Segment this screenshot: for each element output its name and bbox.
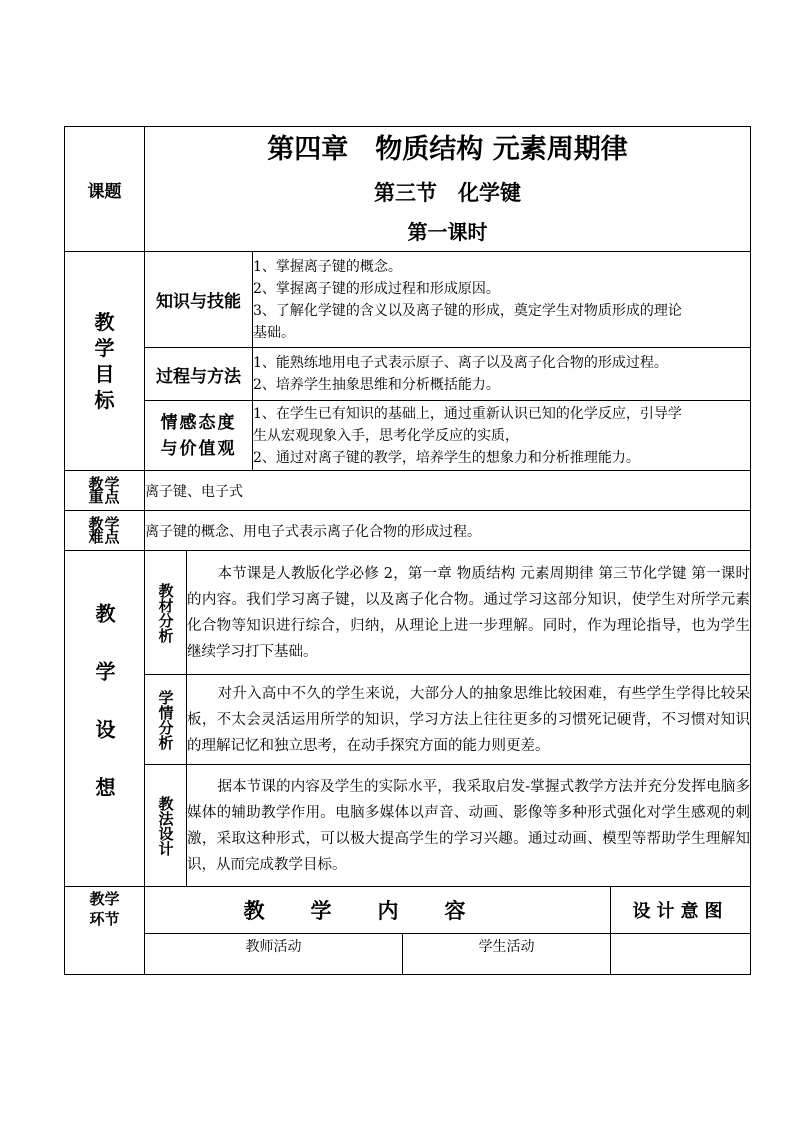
objective-knowledge-row [65,252,751,348]
attitude-label [145,401,253,471]
knowledge-content [253,252,751,348]
activity-row [65,934,751,975]
key-points-label-line: 重点 [88,487,121,506]
teacher-activity-label: 教师活动 [145,934,403,975]
chapter-title: 第四章 物质结构 元素周期律 [145,127,751,174]
knowledge-label: 知识与技能 [145,252,253,348]
student-activity-label: 学生活动 [403,934,611,975]
material-label-cell [145,551,187,675]
method-label-cell [145,765,187,887]
attitude-line: 生从宏观现象入手，思考化学反应的实质， [253,427,519,444]
lesson-title: 第一课时 [145,213,751,252]
students-label: 学情分析 [156,689,175,750]
process-line: 2、培养学生抽象思维和分析概括能力。 [253,377,500,393]
knowledge-line: 1、掌握离子键的概念。 [253,258,402,275]
design-idea-label: 教学设想 [92,602,116,835]
topic-label: 课题 [65,127,145,252]
attitude-label-line: 情感态度 [160,412,237,433]
lesson-plan-sheet [64,126,750,975]
stage-label-line: 环节 [89,910,120,928]
design-intent-cell [611,934,751,975]
difficult-points-label-line: 教学 [88,514,121,533]
method-text: 据本节课的内容及学生的实际水平，我采取启发-掌握式教学方法并充分发挥电脑多媒体的辅助教学作用。电脑多媒体以声音、动画、影像等多种形式强化对学生感观的刺激，采取这种形式，可以极大提高学生的学习兴趣。通过动画、模型等帮助学生理解知识，从而完成教学目标。 [187,765,751,887]
method-label: 教法设计 [156,795,175,856]
design-intent-header: 设计意图 [611,887,751,934]
attitude-line: 1、在学生已有知识的基础上，通过重新认识已知的化学反应，引导学 [253,405,682,422]
attitude-line: 2、通过对离子键的教学，培养学生的想象力和分析推理能力。 [253,449,640,466]
content-header: 教学内容 [145,887,611,934]
process-label: 过程与方法 [145,348,253,401]
objective-attitude-row [65,401,751,471]
process-content [253,348,751,401]
attitude-content [253,401,751,471]
section-title: 第三节 化学键 [145,173,751,213]
key-points-label-line: 教学 [88,474,121,493]
stage-label-line: 教学 [89,890,120,908]
objective-process-row [65,348,751,401]
method-design-row [65,765,751,887]
difficult-points-row [65,511,751,551]
lesson-plan-table [64,126,751,975]
attitude-label-line: 与价值观 [160,438,237,459]
knowledge-line: 2、掌握离子键的形成过程和形成原因。 [253,280,500,297]
key-points-row [65,471,751,511]
process-line: 1、能熟练地用电子式表示原子、离子以及离子化合物的形成过程。 [253,355,668,371]
students-label-cell [145,675,187,765]
knowledge-line: 3、了解化学键的含义以及离子键的形成，奠定学生对物质形成的理论 [253,302,682,319]
student-analysis-row [65,675,751,765]
material-text: 本节课是人教版化学必修 2，第一章 物质结构 元素周期律 第三节化学键 第一课时的内容。我们学习离子键，以及离子化合物。通过学习这部分知识，使学生对所学元素化合物等知识进行综合，归纳，从理论上进一步理解。同时，作为理论指导，也为学生继续学习打下基础。 [187,551,751,675]
objectives-label: 教学目标 [94,310,115,412]
key-points-text: 离子键、电子式 [145,471,751,511]
key-points-label [65,471,145,511]
material-label: 教材分析 [156,582,175,643]
students-text: 对升入高中不久的学生来说，大部分人的抽象思维比较困难，有些学生学得比较呆板，不太会灵活运用所学的知识，学习方法上往往更多的习惯死记硬背，不习惯对知识的理解记忆和独立思考，在动手探究方面的能力则更差。 [187,675,751,765]
design-idea-label-cell [65,551,145,887]
stage-label [65,887,145,975]
topic-row [65,127,751,174]
difficult-points-label-line: 难点 [88,527,121,546]
difficult-points-text: 离子键的概念、用电子式表示离子化合物的形成过程。 [145,511,751,551]
process-header-row [65,887,751,934]
objectives-label-cell [65,252,145,471]
difficult-points-label [65,511,145,551]
knowledge-line: 基础。 [253,324,295,341]
material-analysis-row [65,551,751,675]
